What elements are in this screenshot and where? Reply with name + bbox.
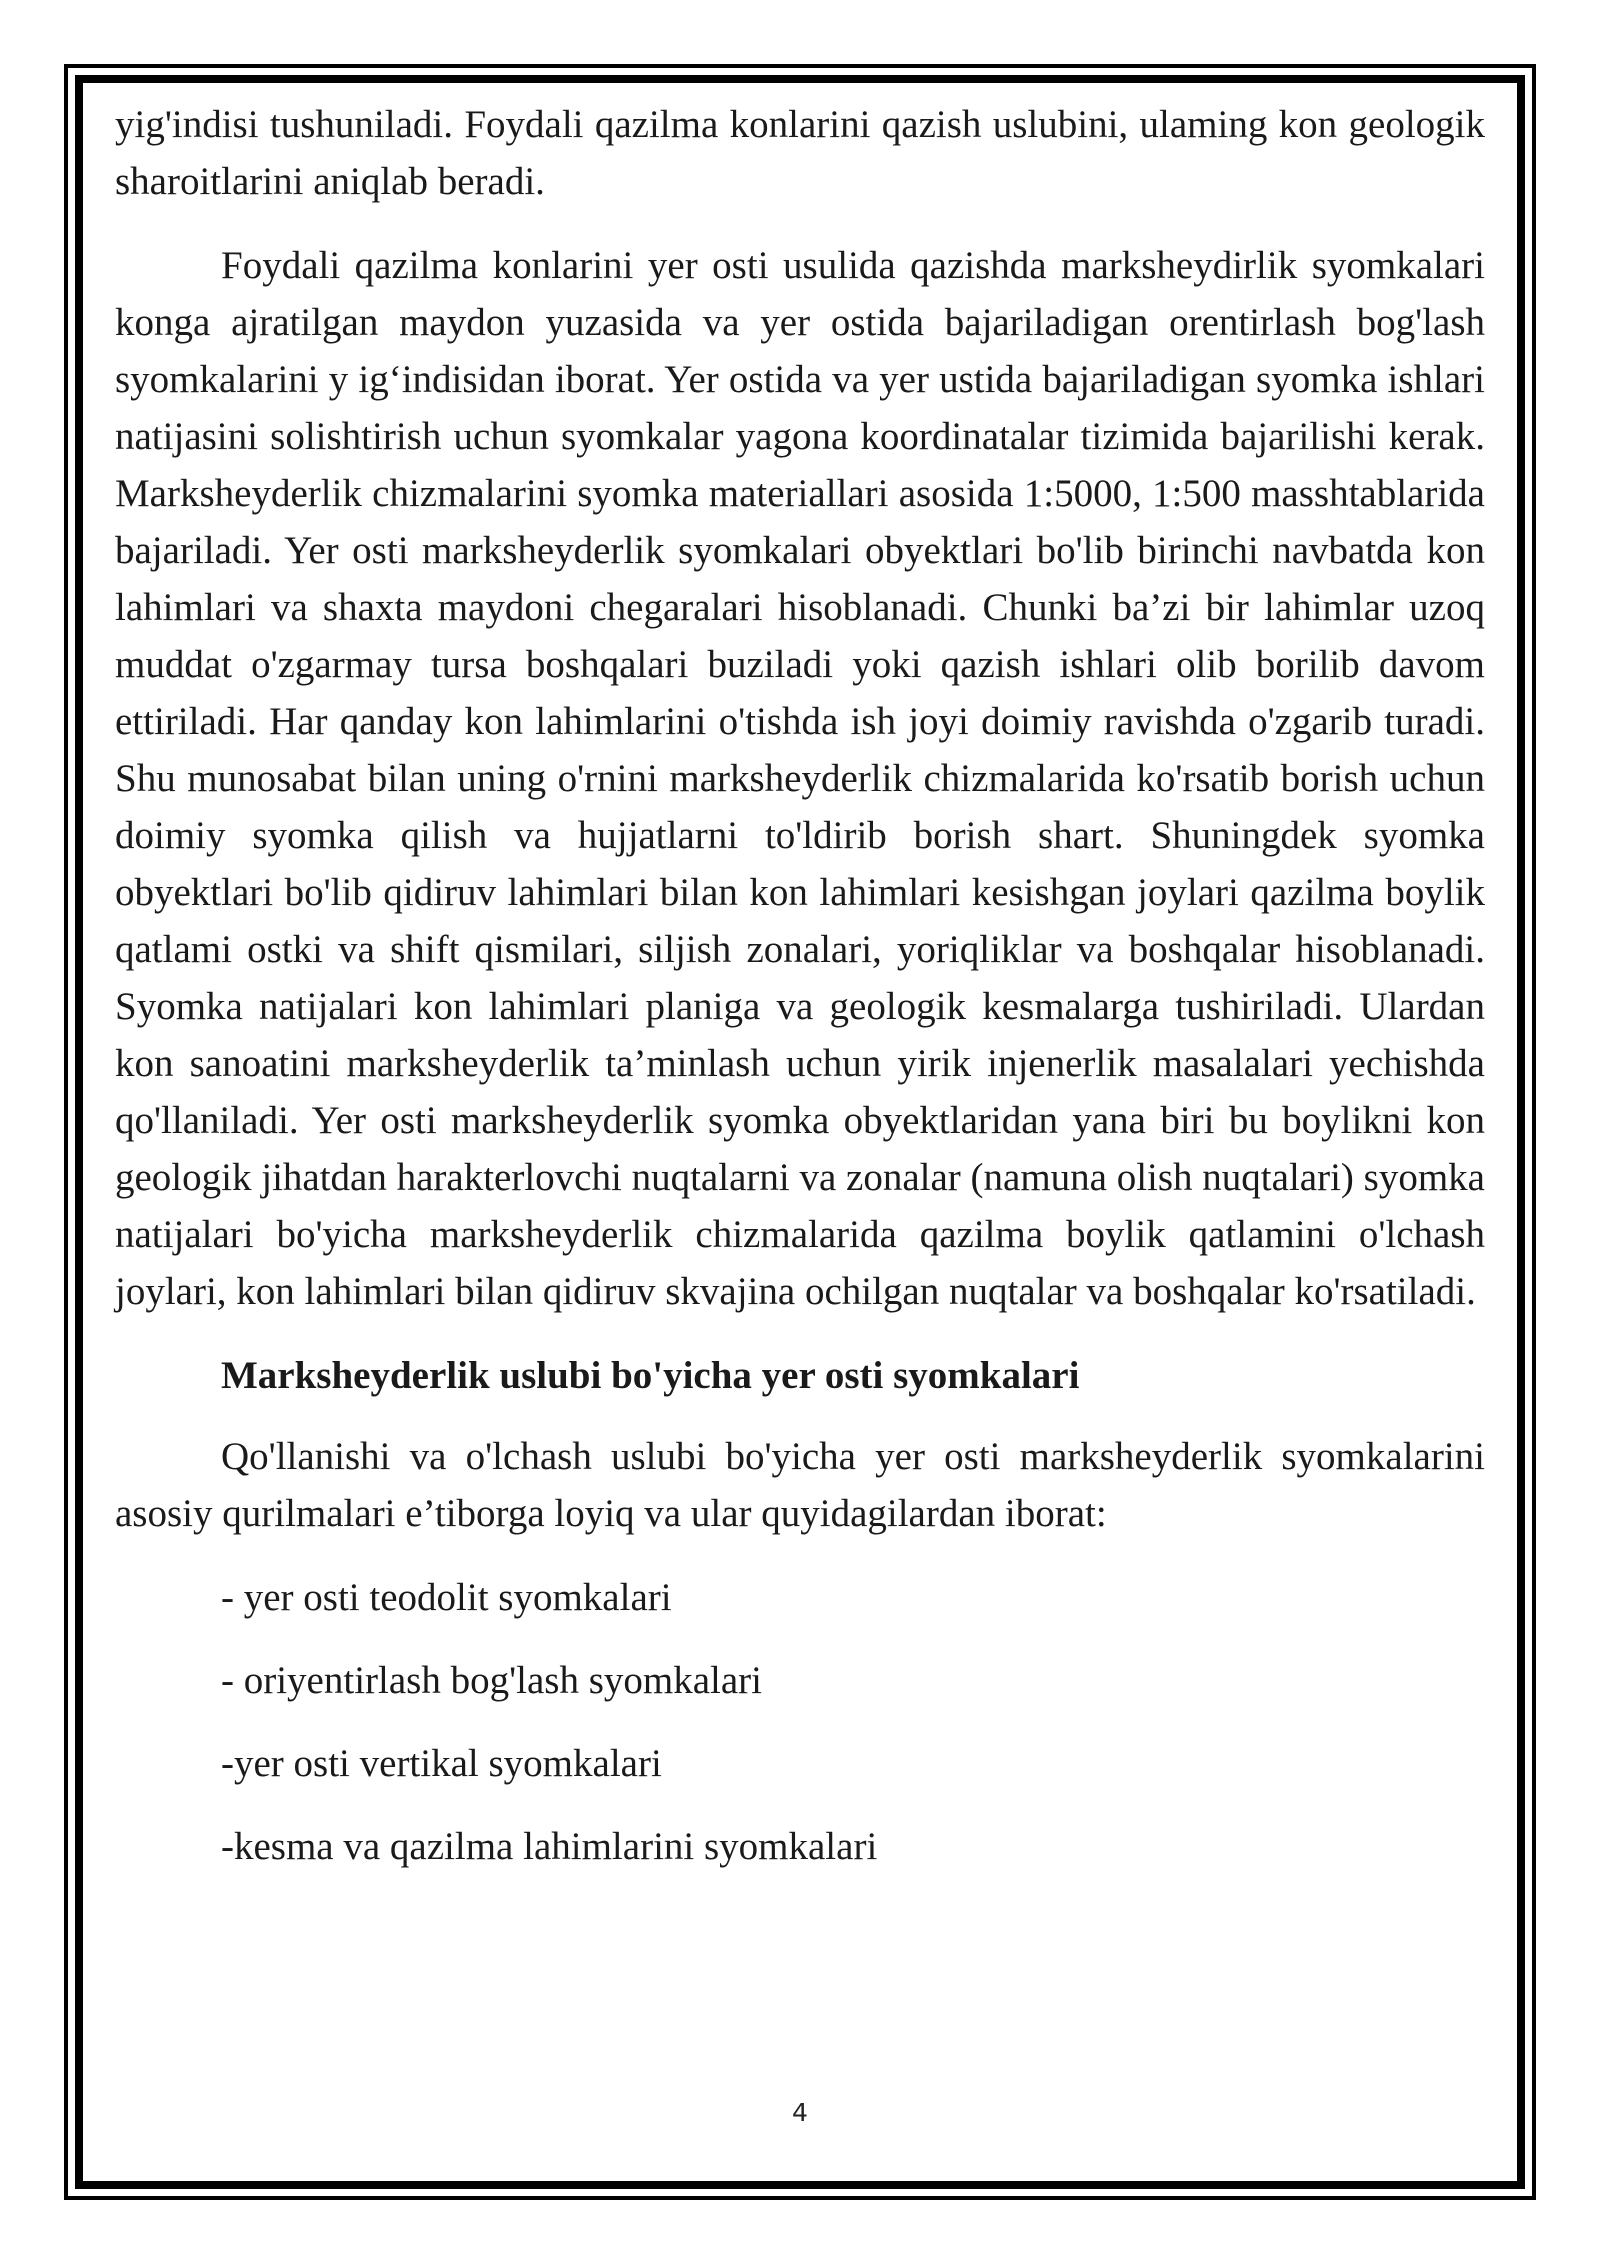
- list-item: -kesma va qazilma lahimlarini syomkalari: [221, 1825, 878, 1868]
- page-number: 4: [792, 2098, 808, 2127]
- section-heading: Marksheyderlik uslubi bo'yicha yer osti syomkalari: [221, 1354, 1080, 1397]
- list-item: - oriyentirlash bog'lash syomkalari: [221, 1659, 762, 1702]
- list-item: -yer osti vertikal syomkalari: [221, 1742, 662, 1785]
- paragraph-intro: Qo'llanishi va o'lchash uslubi bo'yicha yer osti marksheyderlik syomkalarini asosiy qurilmalari e’tiborga loyiq va ular quyidagilardan iborat:: [115, 1435, 1485, 1535]
- paragraph-main: Foydali qazilma konlarini yer osti usulida qazishda marksheydirlik syomkalari konga ajratilgan maydon yuzasida va yer ostida bajariladigan orentirlash bog'lash syomkalarini y ig‘indisidan iborat. Yer ostida va yer ustida bajariladigan syomka ishlari natijasini solishtirish uchun syomkalar yagona koordinatalar tizimida bajarilishi kerak. Marksheyderlik chizmalarini syomka materiallari asosida 1:5000, 1:500 masshtablarida bajariladi. Yer osti marksheyderlik syomkalari obyektlari bo'lib birinchi navbatda kon lahimlari va shaxta maydoni chegaralari hisoblanadi. Chunki ba’zi bir lahimlar uzoq muddat o'zgarmay tursa boshqalari buziladi yoki qazish ishlari olib borilib davom ettiriladi. Har qanday kon lahimlarini o'tishda ish joyi doimiy ravishda o'zgarib turadi. Shu munosabat bilan uning o'rnini marksheyderlik chizmalarida ko'rsatib borish uchun doimiy syomka qilish va hujjatlarni to'ldirib borish shart. Shuningdek syomka obyektlari bo'lib qidiruv lahimlari bilan kon lahimlari kesishgan joylari qazilma boylik qatlami ostki va shift qismilari, siljish zonalari, yoriqliklar va boshqalar hisoblanadi. Syomka natijalari kon lahimlari planiga va geologik kesmalarga tushiriladi. Ulardan kon sanoatini marksheyderlik ta’minlash uchun yirik injenerlik masalalari yechishda qo'llaniladi. Yer osti marksheyderlik syomka obyektlaridan yana biri bu boylikni kon geologik jihatdan harakterlovchi nuqtalarni va zonalar (namuna olish nuqtalari) syomka natijalari bo'yicha marksheyderlik chizmalarida qazilma boylik qatlamini o'lchash joylari, kon lahimlari bilan qidiruv skvajina ochilgan nuqtalar va boshqalar ko'rsatiladi.: [115, 244, 1485, 1313]
- page-content: [115, 96, 1485, 1901]
- list-item: - yer osti teodolit syomkalari: [221, 1576, 672, 1619]
- paragraph-continuation: yig'indisi tushuniladi. Foydali qazilma konlarini qazish uslubini, ulaming kon geologik sharoitlarini aniqlab beradi.: [115, 103, 1485, 203]
